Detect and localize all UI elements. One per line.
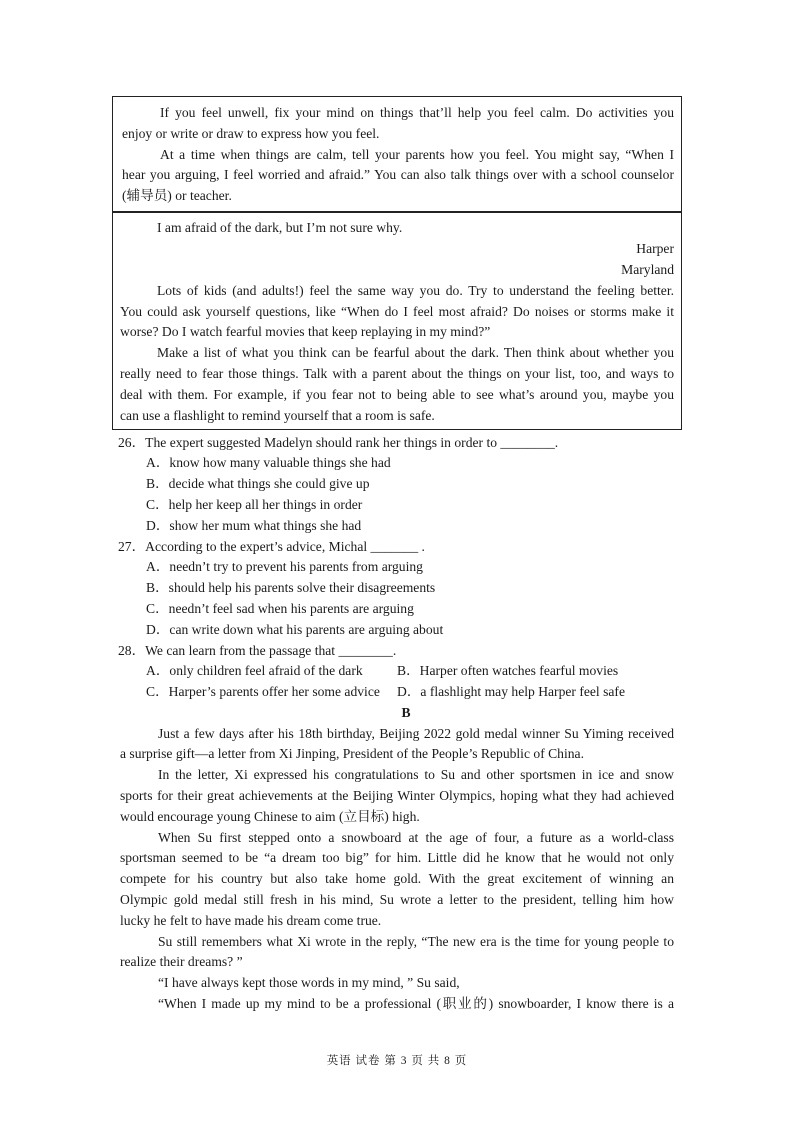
text-line: a surprise gift—a letter from Xi Jinping, President of the People’s Republic of China. xyxy=(120,746,584,761)
text-line: Just a few days after his 18th birthday, Beijing 2022 gold medal winner Su Yiming received xyxy=(158,726,674,741)
text-line: Make a list of what you think can be fearful about the dark. Then think about whether you xyxy=(157,345,674,360)
text-line: hear you arguing, I feel worried and afraid.” You can also talk things over with a school counselor xyxy=(122,167,674,182)
text-line: (辅导员) or teacher. xyxy=(122,188,232,203)
option-28-d: D．a flashlight may help Harper feel safe xyxy=(397,684,625,699)
option-28-b: B．Harper often watches fearful movies xyxy=(397,663,619,678)
text-line: At a time when things are calm, tell your parents how you feel. You might say, “When I xyxy=(160,147,674,162)
option-26-d: D．show her mum what things she had xyxy=(146,518,362,533)
text-line: “I have always kept those words in my mind, ” Su said, xyxy=(158,975,460,990)
option-28-a: A．only children feel afraid of the dark xyxy=(146,663,363,678)
question-27-stem: 27．According to the expert’s advice, Michal _______ . xyxy=(118,539,425,554)
option-27-d: D．can write down what his parents are arguing about xyxy=(146,622,444,637)
text-line: sports for their great achievements at the Beijing Winter Olympics, hoping what they had achieved xyxy=(120,788,674,803)
option-26-a: A．know how many valuable things she had xyxy=(146,455,391,470)
text-line: If you feel unwell, fix your mind on things that’ll help you feel calm. Do activities you xyxy=(160,105,674,120)
question-28-stem: 28．We can learn from the passage that ________. xyxy=(118,643,397,658)
option-27-c: C．needn’t feel sad when his parents are arguing xyxy=(146,601,414,616)
text-line: Su still remembers what Xi wrote in the reply, “The new era is the time for young people to xyxy=(158,934,674,949)
text-line: In the letter, Xi expressed his congratulations to Su and other sportsmen in ice and snow xyxy=(158,767,674,782)
text-line: enjoy or write or draw to express how you feel. xyxy=(122,126,380,141)
option-27-a: A．needn’t try to prevent his parents from arguing xyxy=(146,559,423,574)
option-26-c: C．help her keep all her things in order xyxy=(146,497,363,512)
letter-signature-name: Harper xyxy=(636,241,674,256)
text-line: compete for his country but also take home gold. With the great excitement of winning an xyxy=(120,871,674,886)
text-line: Lots of kids (and adults!) feel the same way you do. Try to understand the feeling better. xyxy=(157,283,674,298)
option-27-b: B．should help his parents solve their disagreements xyxy=(146,580,436,595)
letter-signature-place: Maryland xyxy=(621,262,674,277)
letter-question: I am afraid of the dark, but I’m not sure why. xyxy=(157,220,403,235)
option-28-c: C．Harper’s parents offer her some advice xyxy=(146,684,380,699)
text-line: realize their dreams? ” xyxy=(120,954,243,969)
text-line: deal with them. For example, if you fear not to being able to see what’s around you, maybe you xyxy=(120,387,674,402)
text-line: “When I made up my mind to be a professional (职业的) snowboarder, I know there is a xyxy=(158,996,674,1011)
text-line: When Su first stepped onto a snowboard at the age of four, a future as a world-class xyxy=(158,830,674,845)
option-26-b: B．decide what things she could give up xyxy=(146,476,370,491)
text-line: Olympic gold medal still fresh in his mind, Su wrote a letter to the president, telling him how xyxy=(120,892,674,907)
text-line: would encourage young Chinese to aim (立目标) high. xyxy=(120,809,420,824)
question-26-stem: 26．The expert suggested Madelyn should rank her things in order to ________. xyxy=(118,435,559,450)
text-line: really need to fear those things. Talk with a parent about the things on your list, too, and ways to xyxy=(120,366,674,381)
text-line: lucky he felt to have made his dream come true. xyxy=(120,913,382,928)
text-line: You could ask yourself questions, like “When do I feel most afraid? Do noises or storms make it xyxy=(120,304,674,319)
text-line: sportsman seemed to be “a dream too big” for him. Little did he know that he would not only xyxy=(120,850,674,865)
text-line: can use a flashlight to remind yourself that a room is safe. xyxy=(120,408,435,423)
section-heading: B xyxy=(401,705,411,720)
page-footer: 英语 试卷 第 3 页 共 8 页 xyxy=(326,1055,468,1067)
text-line: worse? Do I watch fearful movies that keep replaying in my mind?” xyxy=(120,324,491,339)
